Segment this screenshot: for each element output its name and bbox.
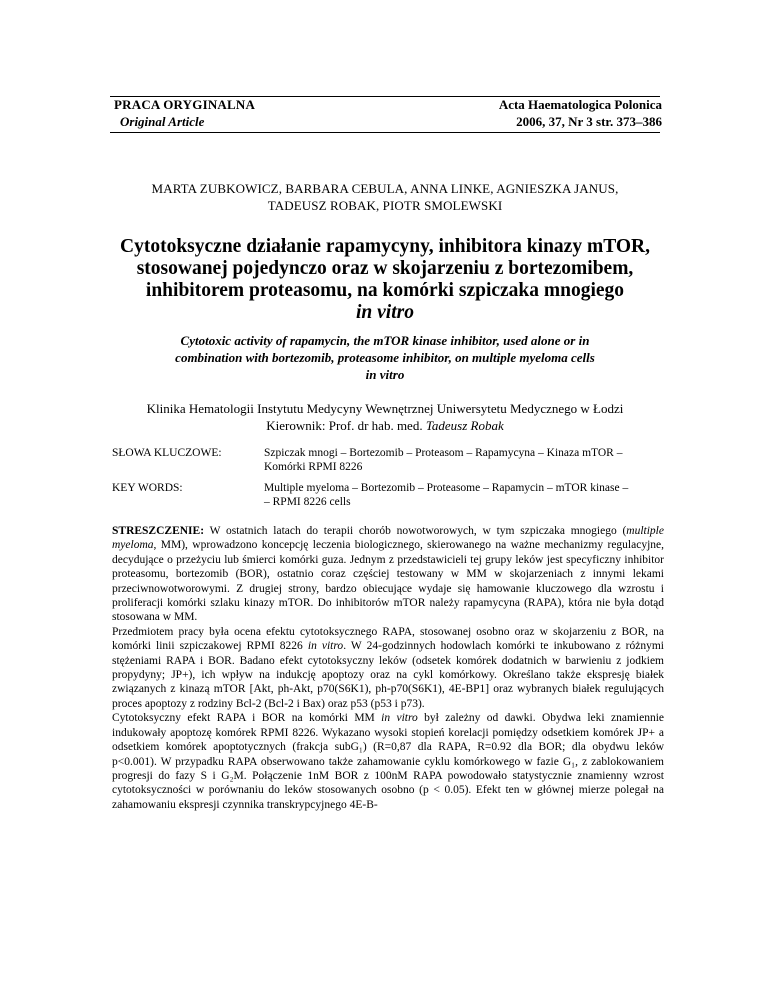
abstract-p1-italic: multiple myeloma xyxy=(112,525,664,552)
article-type-en: Original Article xyxy=(120,114,205,129)
affiliation-head xyxy=(100,417,670,434)
affiliation-institute: Klinika Hematologii Instytutu Medycyny Wewnętrznej Uniwersytetu Medycznego w Łodzi xyxy=(146,401,624,416)
author-list xyxy=(100,180,670,214)
journal-name: Acta Haematologica Polonica xyxy=(498,97,662,112)
title-pl-line-4: in vitro xyxy=(356,302,414,323)
abstract-p1-text-c: , MM), wprowadzono koncepcję leczenia biologicznego, skierowanego na ważne mechanizmy regulacyjne, decydujące o przeżyciu lub śmierci komórki guza. Jednym z przedstawicieli tej grupy leków jest specyficzny inhibitor proteasomu, bortezomib (BOR), ostatnio coraz częściej testowany w MM w skojarzeniach z innymi lekami przeciwnowotworowymi. Z drugiej strony, bardzo obiecujące wydaje się hamowanie kluczowego dla wzrostu i proliferacji komórki szlaku kinazy mTOR. Do inhibitorów mTOR należy rapamycyna (RAPA), która nie była dotąd stosowana w MM. xyxy=(112,539,664,624)
keywords-pl-label: SŁOWA KLUCZOWE: xyxy=(112,447,222,459)
title-polish xyxy=(90,236,680,324)
keywords-en-label: KEY WORDS: xyxy=(112,482,183,494)
keywords-en-text xyxy=(264,481,664,509)
article-type-pl: PRACA ORYGINALNA xyxy=(114,97,256,112)
abstract-paragraph-1 xyxy=(112,524,664,625)
abstract-paragraph-3 xyxy=(112,711,664,812)
title-english xyxy=(100,332,670,383)
keywords-pl-line-1: Szpiczak mnogi – Bortezomib – Proteasom – Rapamycyna – Kinaza mTOR – xyxy=(264,447,623,459)
abstract-paragraph-2 xyxy=(112,625,664,711)
keywords-pl-line-2: Komórki RPMI 8226 xyxy=(264,461,363,473)
keywords-en-line-1: Multiple myeloma – Bortezomib – Proteasome – Rapamycin – mTOR kinase – xyxy=(264,482,629,494)
affiliation-head-name: Tadeusz Robak xyxy=(425,418,504,433)
authors-line-2: TADEUSZ ROBAK, PIOTR SMOLEWSKI xyxy=(267,198,503,213)
journal-info xyxy=(445,96,662,130)
header-rule-bottom xyxy=(110,132,660,133)
title-en-line-2: combination with bortezomib, proteasome inhibitor, on multiple myeloma cells xyxy=(175,350,595,365)
abstract-p3-italic: in vitro xyxy=(381,712,418,725)
abstract-p2-text-c: . W 24-godzinnych hodowlach komórki te inkubowano z różnymi stężeniami RAPA i BOR. Badano efekt cytotoksyczny leków (odsetek komórek dodatnich w barwieniu z jodkiem propydyny; JP+), ich wpływ na indukcję apoptozy oraz na cykl komórkowy. Określano także ekspresję białek związanych z kinazą mTOR [Akt, ph-Akt, p70(S6K1), ph-p70(S6K1), 4E-BP1] oraz wybranych białek regulujących proces apoptozy z rodziny Bcl-2 (Bcl-2 i Bax) oraz p53 (p53 i p73). xyxy=(112,640,664,710)
authors-line-1: MARTA ZUBKOWICZ, BARBARA CEBULA, ANNA LINKE, AGNIESZKA JANUS, xyxy=(151,181,619,196)
abstract-p1-text-a: W ostatnich latach do terapii chorób nowotworowych, w tym szpiczaka mnogiego ( xyxy=(204,525,627,537)
journal-citation: 2006, 37, Nr 3 str. 373–386 xyxy=(516,114,662,129)
keywords-en-line-2: – RPMI 8226 cells xyxy=(264,496,351,508)
affiliation xyxy=(100,400,670,434)
title-pl-line-1: Cytotoksyczne działanie rapamycyny, inhibitora kinazy mTOR, xyxy=(120,236,650,257)
title-en-line-1: Cytotoxic activity of rapamycin, the mTOR kinase inhibitor, used alone or in xyxy=(180,333,590,348)
title-pl-line-2: stosowanej pojedynczo oraz w skojarzeniu z bortezomibem, xyxy=(136,258,634,279)
abstract-p3-text-a: Cytotoksyczny efekt RAPA i BOR na komórki MM xyxy=(112,712,382,725)
article-type xyxy=(114,96,255,130)
title-en-line-3: in vitro xyxy=(365,367,405,382)
abstract xyxy=(112,524,664,812)
abstract-p3-text-c: był zależny od dawki. Obydwa leki znamiennie indukowały apoptozę komórek RPMI 8226. Wykazano wysoki stopień korelacji pomiędzy odsetkiem komórek JP+ a odsetkiem komórek apoptotycznych (frakcja subG₁) (R=0,87 dla RAPA, R=0.92 dla BOR; dla obydwu leków p<0.001). W przypadku RAPA obserwowano także zahamowanie cyklu komórkowego w fazie G₁, z zablokowaniem progresji do fazy S i G₂M. Połączenie 1nM BOR z 100nM RAPA powodowało statystycznie znamienny wzrost cytotoksyczności w porównaniu do leków stosowanych osobno (p < 0.05). Efekt ten w głównej mierze polegał na zahamowaniu ekspresji czynnika transkrypcyjnego 4E-B- xyxy=(112,712,664,811)
affiliation-head-label: Kierownik: Prof. dr hab. med. xyxy=(266,418,426,433)
title-pl-line-3: inhibitorem proteasomu, na komórki szpiczaka mnogiego xyxy=(145,280,625,301)
abstract-heading: STRESZCZENIE: xyxy=(112,525,205,537)
keywords-pl-text xyxy=(264,446,664,474)
abstract-p2-text-a: Przedmiotem pracy była ocena efektu cytotoksycznego RAPA, stosowanej osobno oraz w skojarzeniu z BOR, na komórki linii szpiczakowej RPMI 8226 xyxy=(112,625,664,653)
abstract-p2-italic: in vitro xyxy=(307,640,344,653)
